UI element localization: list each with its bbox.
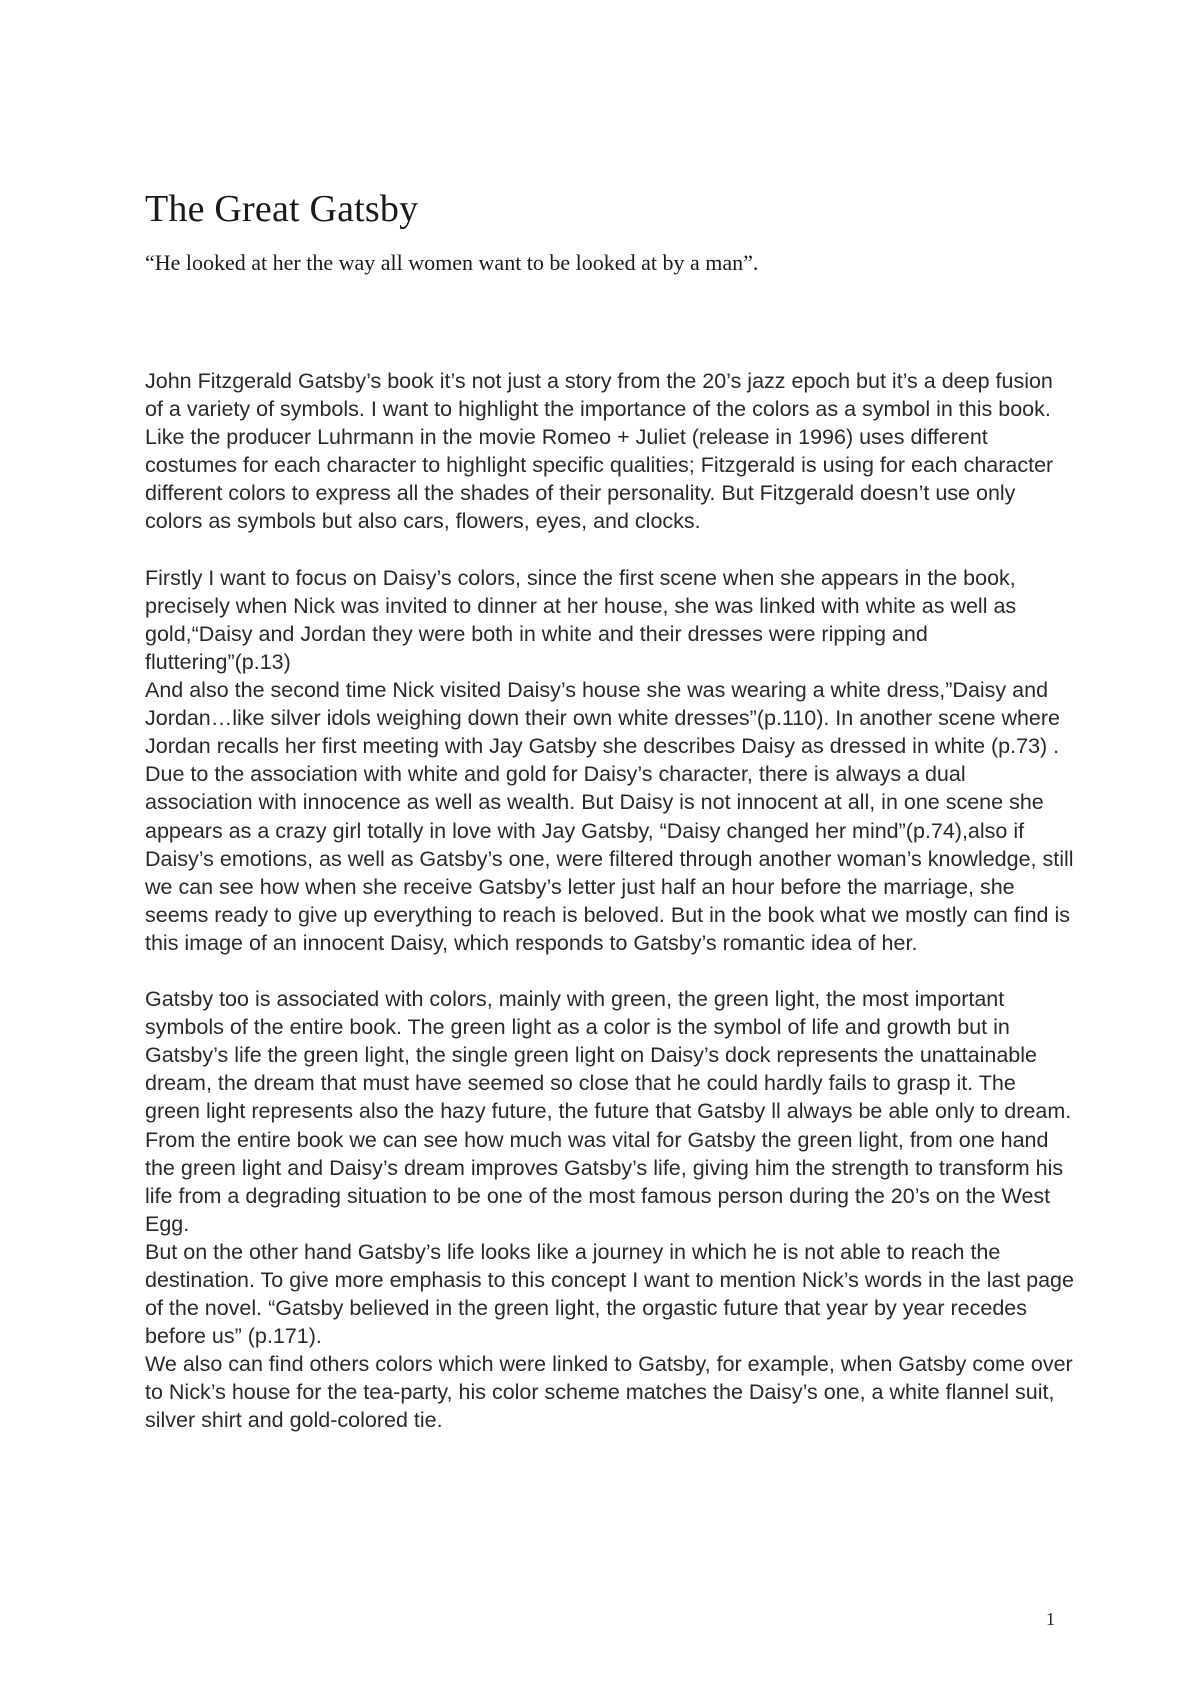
epigraph-quote: “He looked at her the way all women want to be looked at by a man”. <box>145 250 759 275</box>
document-title: The Great Gatsby <box>145 188 419 230</box>
paragraph-spacer <box>145 536 1075 564</box>
paragraph-other-colors: We also can find others colors which were linked to Gatsby, for example, when Gatsby come over to Nick’s house for the tea-party, his color scheme matches the Daisy’s one, a white flannel suit, silver shirt and gold-colored tie. <box>145 1352 1073 1433</box>
paragraph-spacer <box>145 957 1075 985</box>
paragraph-journey: But on the other hand Gatsby’s life looks like a journey in which he is not able to reach the destination. To give more emphasis to this concept I want to mention Nick’s words in the last page of the novel. “Gatsby believed in the green light, the orgastic future that year by year recedes before us” (p.171). <box>145 1239 1074 1349</box>
paragraph-second-visit: And also the second time Nick visited Daisy’s house she was wearing a white dress,”Daisy and Jordan…like silver idols weighing down their own white dresses”(p.110). In another scene where Jordan recalls her first meeting with Jay Gatsby she describes Daisy as dressed in white (p.73) . <box>145 678 1061 759</box>
essay-body <box>145 367 1075 1435</box>
page-number: 1 <box>1046 1609 1055 1629</box>
paragraph-green-light: Gatsby too is associated with colors, mainly with green, the green light, the most important symbols of the entire book. The green light as a color is the symbol of life and growth but in Gatsby’s life the green light, the single green light on Daisy’s dock represents the unattainable dream, the dream that must have seemed so close that he could hardly fails to grasp it. The green light represents also the hazy future, the future that Gatsby ll always be able only to dream. <box>145 987 1072 1124</box>
paragraph-intro: John Fitzgerald Gatsby’s book it’s not just a story from the 20’s jazz epoch but it’s a deep fusion of a variety of symbols. I want to highlight the importance of the colors as a symbol in this book. Like the producer Luhrmann in the movie Romeo + Juliet (release in 1996) uses different costumes for each character to highlight specific qualities; Fitzgerald is using for each character different colors to express all the shades of their personality. But Fitzgerald doesn’t use only colors as symbols but also cars, flowers, eyes, and clocks. <box>145 369 1054 534</box>
paragraph-innocence: Due to the association with white and gold for Daisy’s character, there is always a dual association with innocence as well as wealth. But Daisy is not innocent at all, in one scene she appears as a crazy girl totally in love with Jay Gatsby, “Daisy changed her mind”(p.74),also if Daisy’s emotions, as well as Gatsby’s one, were filtered through another woman’s knowledge, still we can see how when she receive Gatsby’s letter just half an hour before the marriage, she seems ready to give up everything to reach is beloved. But in the book what we mostly can find is this image of an innocent Daisy, which responds to Gatsby’s romantic idea of her. <box>145 762 1074 955</box>
paragraph-daisy-colors: Firstly I want to focus on Daisy’s colors, since the first scene when she appears in the book, precisely when Nick was invited to dinner at her house, she was linked with white as well as gold,“Daisy and Jordan they were both in white and their dresses were ripping and fluttering”(p.13) <box>145 565 1017 674</box>
paragraph-vital-green: From the entire book we can see how much was vital for Gatsby the green light, from one hand the green light and Daisy’s dream improves Gatsby’s life, giving him the strength to transform his life from a degrading situation to be one of the most famous person during the 20’s on the West Egg. <box>145 1127 1064 1236</box>
